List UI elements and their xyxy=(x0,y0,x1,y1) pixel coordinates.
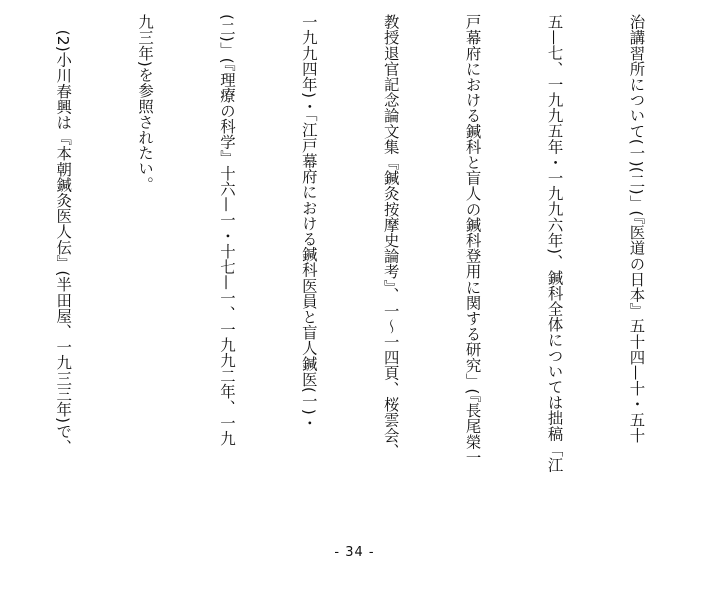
text-line: 戸幕府における鍼科と盲人の鍼科登用に関する研究」(『長尾榮一 xyxy=(463,14,482,465)
vertical-text-block xyxy=(4,14,704,532)
text-line: 治講習所について(一)(二)」(『医道の日本』五十四—十・五十 xyxy=(627,14,646,443)
text-line: 一九九四年)・「江戸幕府における鍼科医員と盲人鍼医(一)・ xyxy=(299,14,318,431)
text-line: (2)小川春興は『本朝鍼灸医人伝』(半田屋、一九三三年)で、 xyxy=(54,14,73,455)
text-line: 九三年)を参照されたい。 xyxy=(136,14,155,192)
page-number: - 34 - xyxy=(334,545,375,560)
text-line: 教授退官記念論文集『鍼灸按摩史論考』、一〜一四頁、桜雲会、 xyxy=(381,14,400,459)
text-line: (二)」(『理療の科学』十六—一・十七—一、一九九二年、一九 xyxy=(217,14,236,447)
text-line: 五—七、一九九五年・一九九六年)、鍼科全体については拙稿「江 xyxy=(545,14,564,473)
